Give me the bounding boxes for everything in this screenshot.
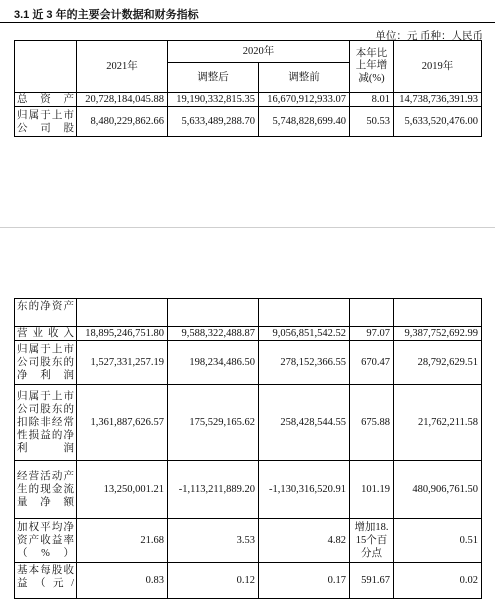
cell-2020-after: 198,234,486.50: [168, 341, 259, 385]
row-label: 营业收入: [15, 327, 77, 341]
cell-2020-after: 9,588,322,488.87: [168, 327, 259, 341]
table-row: [15, 327, 482, 341]
cell-2020-after: 0.12: [168, 563, 259, 599]
cell-2019: 9,387,752,692.99: [394, 327, 482, 341]
cell-2021: 1,361,887,626.57: [77, 385, 168, 461]
cell-change: 97.07: [350, 327, 394, 341]
cell-2020-before: 5,748,828,699.40: [259, 107, 350, 137]
cell-2021: 0.83: [77, 563, 168, 599]
cell-change: 50.53: [350, 107, 394, 137]
cell-change: [350, 299, 394, 327]
cell-2020-before: 4.82: [259, 519, 350, 563]
row-label: 归属于上市公司股东的净利润: [15, 341, 77, 385]
cell-2021: [77, 299, 168, 327]
cell-2021: 18,895,246,751.80: [77, 327, 168, 341]
cell-2020-before: 0.17: [259, 563, 350, 599]
row-label: 归属于上市公司股东的扣除非经常性损益的净利润: [15, 385, 77, 461]
header-adjusted-after: 调整后: [168, 63, 259, 93]
cell-2020-before: 9,056,851,542.52: [259, 327, 350, 341]
page-gap: [0, 226, 495, 298]
cell-2021: 20,728,184,045.88: [77, 93, 168, 107]
table-row: [15, 107, 482, 137]
cell-2020-before: 278,152,366.55: [259, 341, 350, 385]
cell-2021: 21.68: [77, 519, 168, 563]
cell-2020-before: 16,670,912,933.07: [259, 93, 350, 107]
cell-2021: 13,250,001.21: [77, 461, 168, 519]
cell-2020-after: -1,113,211,889.20: [168, 461, 259, 519]
unit-currency-line: 单位：元 币种：人民币: [375, 31, 483, 42]
cell-2020-after: 175,529,165.62: [168, 385, 259, 461]
table-row: [15, 93, 482, 107]
cell-2020-before: 258,428,544.55: [259, 385, 350, 461]
cell-2020-after: [168, 299, 259, 327]
table-row: [15, 385, 482, 461]
table-row: [15, 461, 482, 519]
cell-2019: [394, 299, 482, 327]
cell-2020-before: [259, 299, 350, 327]
header-blank-cell: [15, 41, 77, 93]
cell-change: 增加18.15个百分点: [350, 519, 394, 563]
cell-change: 101.19: [350, 461, 394, 519]
table-row: [15, 519, 482, 563]
table-row: [15, 341, 482, 385]
cell-2021: 8,480,229,862.66: [77, 107, 168, 137]
cell-change: 670.47: [350, 341, 394, 385]
cell-2021: 1,527,331,257.19: [77, 341, 168, 385]
cell-change: 8.01: [350, 93, 394, 107]
row-label: 基本每股收益（元/: [15, 563, 77, 599]
gap-rule: [0, 227, 495, 228]
header-change: 本年比上年增减(%): [350, 41, 394, 93]
cell-2019: 21,762,211.58: [394, 385, 482, 461]
financial-data-table-top: [14, 40, 482, 137]
cell-2019: 28,792,629.51: [394, 341, 482, 385]
cell-2019: 5,633,520,476.00: [394, 107, 482, 137]
cell-2020-after: 3.53: [168, 519, 259, 563]
cell-2020-after: 5,633,489,288.70: [168, 107, 259, 137]
title-rule: [0, 22, 495, 23]
cell-2020-before: -1,130,316,520.91: [259, 461, 350, 519]
header-2020: 2020年: [168, 41, 350, 63]
cell-2020-after: 19,190,332,815.35: [168, 93, 259, 107]
row-label: 总资产: [15, 93, 77, 107]
header-2019: 2019年: [394, 41, 482, 93]
table-row: [15, 299, 482, 327]
cell-change: 675.88: [350, 385, 394, 461]
header-2021: 2021年: [77, 41, 168, 93]
cell-2019: 0.02: [394, 563, 482, 599]
section-title: 3.1 近 3 年的主要会计数据和财务指标: [14, 9, 199, 21]
header-adjusted-before: 调整前: [259, 63, 350, 93]
cell-2019: 480,906,761.50: [394, 461, 482, 519]
row-label: 加权平均净资产收益率（%）: [15, 519, 77, 563]
row-label: 经营活动产生的现金流量净额: [15, 461, 77, 519]
cell-2019: 0.51: [394, 519, 482, 563]
financial-data-table-bottom: [14, 298, 482, 599]
table-row: [15, 563, 482, 599]
cell-2019: 14,738,736,391.93: [394, 93, 482, 107]
row-label: 归属于上市公司股: [15, 107, 77, 137]
row-label: 东的净资产: [15, 299, 77, 327]
cell-change: 591.67: [350, 563, 394, 599]
